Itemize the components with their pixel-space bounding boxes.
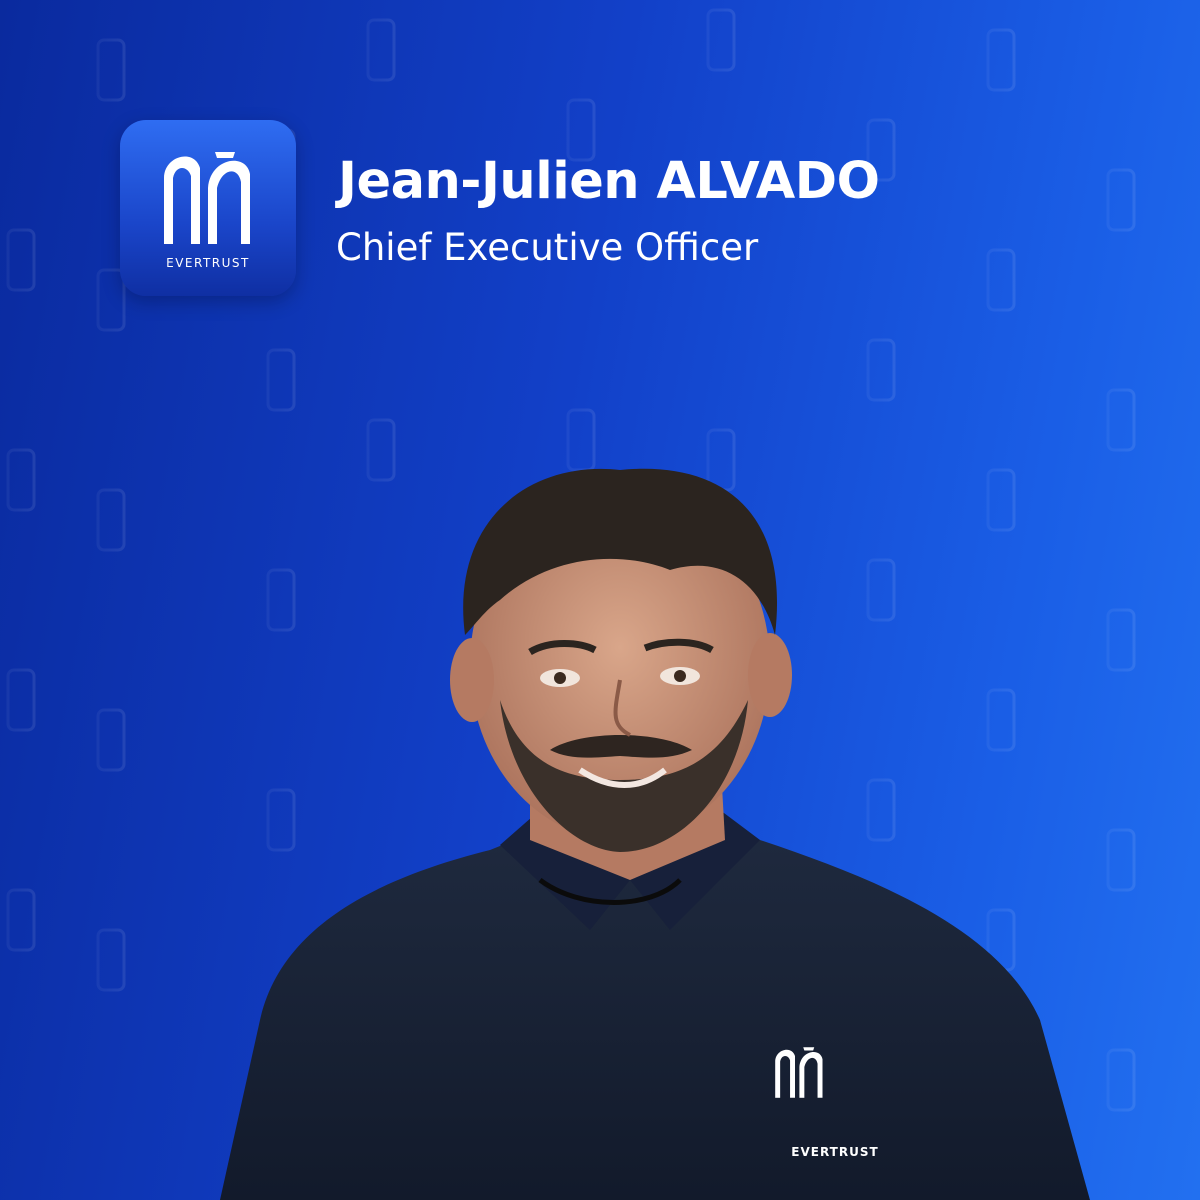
shirt-logo-wordmark: EVERTRUST xyxy=(791,1145,879,1159)
person-title: Chief Executive Officer xyxy=(336,226,759,269)
evertrust-monogram-icon xyxy=(160,148,256,248)
evertrust-logo-tile xyxy=(120,120,296,296)
logo-wordmark: EVERTRUST xyxy=(166,256,250,270)
person-name: Jean-Julien ALVADO xyxy=(338,152,880,211)
portrait-photo xyxy=(200,460,1100,1200)
